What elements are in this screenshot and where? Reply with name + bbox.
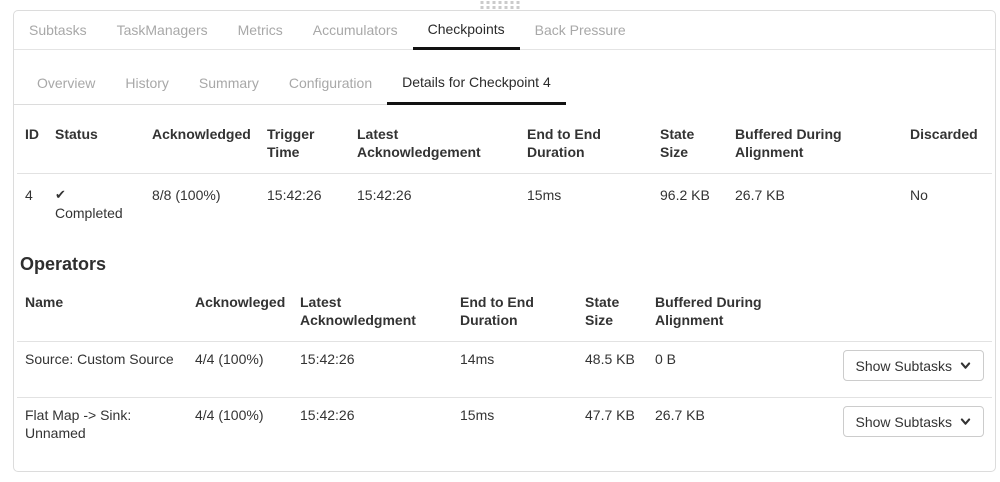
checkpoint-discarded: No [910, 187, 928, 203]
checkpoints-panel [13, 10, 996, 472]
checkpoint-latest-acknowledgement: 15:42:26 [357, 187, 412, 203]
checkpoint-status-label: Completed [55, 205, 123, 221]
col-header-buffered-during-alignment: Buffered During Alignment [647, 285, 828, 342]
operator-row [17, 398, 992, 459]
col-header-actions [828, 285, 992, 342]
col-header-discarded: Discarded [902, 115, 992, 174]
col-header-name: Name [17, 285, 187, 342]
checkpoint-end-to-end-duration: 15ms [527, 187, 562, 203]
operator-latest-acknowledgment: 15:42:26 [292, 398, 452, 459]
col-header-state-size: State Size [577, 285, 647, 342]
tab-checkpoints[interactable]: Checkpoints [413, 11, 520, 50]
show-subtasks-label: Show Subtasks [855, 357, 952, 374]
operator-state-size: 47.7 KB [577, 398, 647, 459]
col-header-latest-acknowledgement: Latest Acknowledgement [349, 115, 519, 174]
checkpoint-details-table [17, 115, 992, 230]
operator-buffered-during-alignment: 0 B [655, 351, 677, 367]
col-header-end-to-end-duration: End to End Duration [452, 285, 577, 342]
operators-table-header-row [17, 285, 992, 342]
check-icon: ✔ [55, 187, 66, 202]
operators-table [17, 285, 992, 458]
operator-actions-cell [828, 398, 992, 459]
col-header-acknowleged: Acknowleged [187, 285, 292, 342]
tab-configuration[interactable]: Configuration [288, 75, 373, 91]
operator-acknowledged: 4/4 (100%) [187, 398, 292, 459]
col-header-status: Status [47, 115, 144, 174]
col-header-acknowledged: Acknowledged [144, 115, 259, 174]
col-header-state-size: State Size [652, 115, 727, 174]
chevron-down-icon [960, 360, 971, 371]
primary-tab-bar [14, 11, 995, 50]
drag-handle-dots-icon [481, 1, 520, 9]
tab-history[interactable]: History [125, 75, 169, 91]
operator-name: Flat Map -> Sink: Unnamed [17, 398, 187, 459]
show-subtasks-button[interactable] [843, 406, 985, 437]
operator-buffered-during-alignment: 26.7 KB [647, 398, 828, 459]
checkpoint-acknowledged: 8/8 (100%) [152, 187, 221, 203]
checkpoint-id: 4 [25, 187, 33, 203]
col-header-id: ID [17, 115, 47, 174]
col-header-buffered-during-alignment: Buffered During Alignment [727, 115, 902, 174]
operator-latest-acknowledgment: 15:42:26 [300, 351, 355, 367]
tab-subtasks[interactable]: Subtasks [29, 22, 87, 38]
checkpoint-table-header-row [17, 115, 992, 174]
chevron-down-icon [960, 416, 971, 427]
checkpoint-buffered-during-alignment: 26.7 KB [735, 187, 785, 203]
tab-accumulators[interactable]: Accumulators [312, 22, 398, 38]
operator-name: Source: Custom Source [25, 351, 174, 367]
operator-actions-cell [828, 342, 992, 398]
tab-back-pressure[interactable]: Back Pressure [534, 22, 626, 38]
operator-acknowledged: 4/4 (100%) [195, 351, 264, 367]
tab-overview[interactable]: Overview [37, 75, 96, 91]
checkpoint-status-cell [47, 174, 144, 231]
col-header-end-to-end-duration: End to End Duration [519, 115, 652, 174]
tab-details-checkpoint-4[interactable]: Details for Checkpoint 4 [387, 62, 566, 105]
operator-state-size: 48.5 KB [585, 351, 635, 367]
col-header-trigger-time: Trigger Time [259, 115, 349, 174]
tab-metrics[interactable]: Metrics [237, 22, 283, 38]
show-subtasks-button[interactable] [843, 350, 985, 381]
tab-taskmanagers[interactable]: TaskManagers [116, 22, 208, 38]
operator-end-to-end-duration: 15ms [452, 398, 577, 459]
operator-end-to-end-duration: 14ms [460, 351, 495, 367]
show-subtasks-label: Show Subtasks [855, 413, 952, 430]
secondary-tab-bar [14, 62, 566, 105]
operator-row [17, 342, 992, 398]
tab-summary[interactable]: Summary [198, 75, 259, 91]
checkpoint-trigger-time: 15:42:26 [267, 187, 322, 203]
operators-heading: Operators [20, 254, 107, 274]
checkpoint-row [17, 174, 992, 231]
col-header-latest-acknowledgment: Latest Acknowledgment [292, 285, 452, 342]
checkpoint-state-size: 96.2 KB [660, 187, 710, 203]
